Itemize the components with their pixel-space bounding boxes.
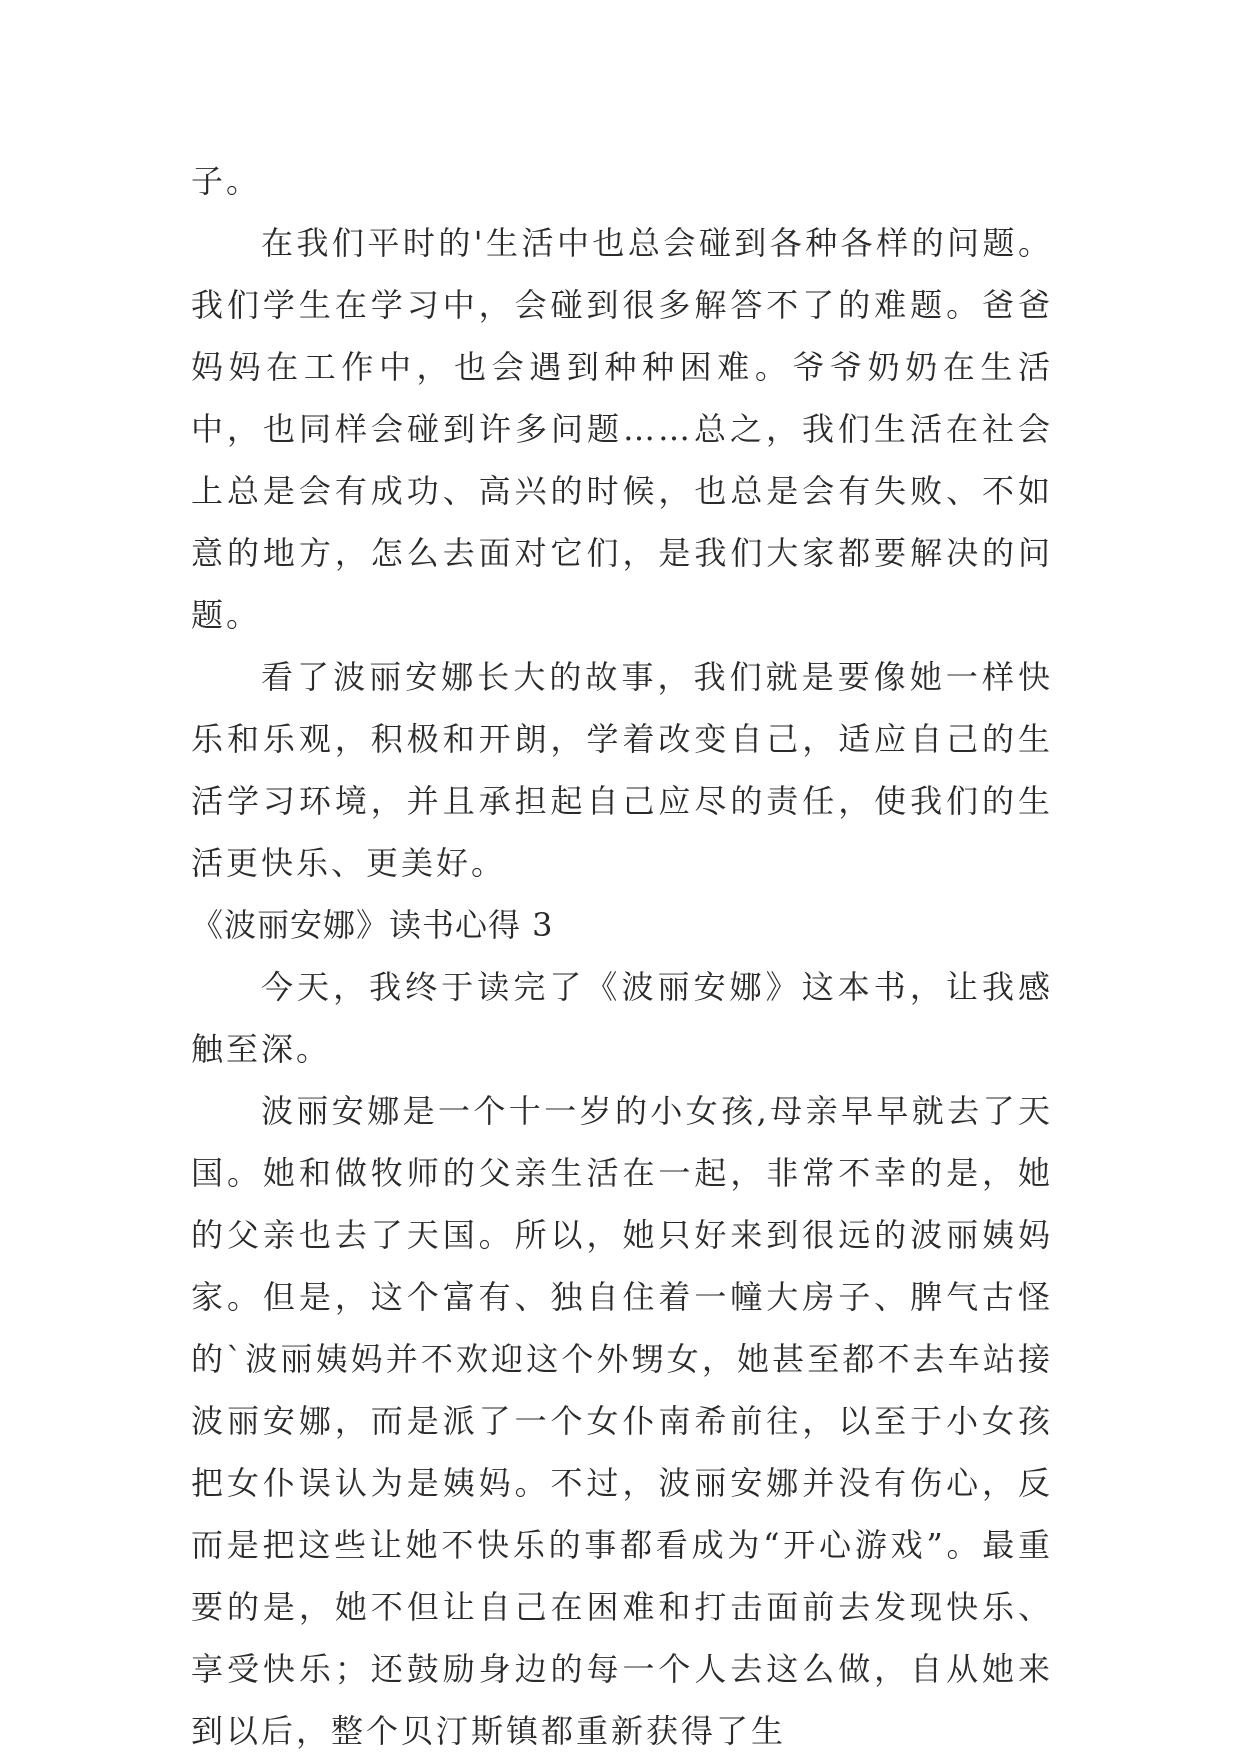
paragraph-intro: 今天，我终于读完了《波丽安娜》这本书，让我感触至深。 xyxy=(191,968,1053,1068)
paragraph-story: 波丽安娜是一个十一岁的小女孩,母亲早早就去了天国。她和做牧师的父亲生活在一起，非常不幸的是，她的父亲也去了天国。所以，她只好来到很远的波丽姨妈家。但是，这个富有、独自住着一幢大房子、脾气古怪的`波丽姨妈并不欢迎这个外甥女，她甚至都不去车站接波丽安娜，而是派了一个女仆南希前往，以至于小女孩把女仆误认为是姨妈。不过，波丽安娜并没有伤心，反而是把这些让她不快乐的事都看成为“开心游戏”。最重要的是，她不但让自己在困难和打击面前去发现快乐、享受快乐；还鼓励身边的每一个人去这么做，自从她来到以后，整个贝汀斯镇都重新获得了生 xyxy=(191,1092,1053,1750)
section-heading: 《波丽安娜》读书心得 3 xyxy=(191,906,554,944)
paragraph-problems: 在我们平时的'生活中也总会碰到各种各样的问题。我们学生在学习中，会碰到很多解答不了的难题。爸爸妈妈在工作中，也会遇到种种困难。爷爷奶奶在生活中，也同样会碰到许多问题……总之，我们生活在社会上总是会有成功、高兴的时候，也总是会有失败、不如意的地方，怎么去面对它们，是我们大家都要解决的问题。 xyxy=(191,224,1053,634)
paragraph-continuation: 子。 xyxy=(191,162,262,200)
document-page xyxy=(191,150,1053,1762)
paragraph-takeaway: 看了波丽安娜长大的故事，我们就是要像她一样快乐和乐观，积极和开朗，学着改变自己，适应自己的生活学习环境，并且承担起自己应尽的责任，使我们的生活更快乐、更美好。 xyxy=(191,658,1053,882)
